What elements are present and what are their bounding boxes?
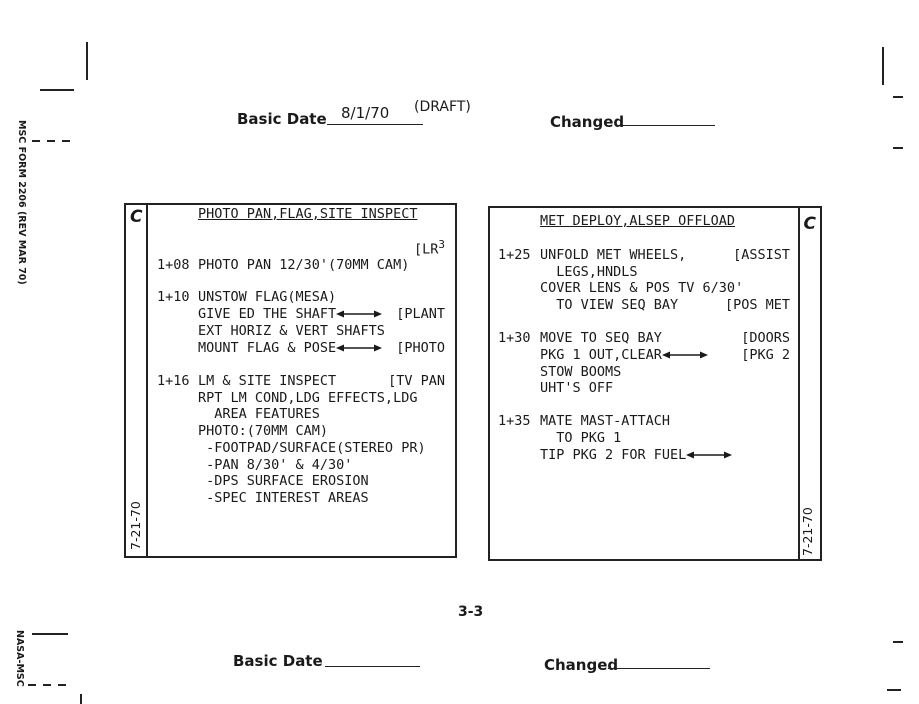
basic-date-label: Basic Date xyxy=(237,110,327,128)
checklist-step xyxy=(198,440,426,457)
step-text: -FOOTPAD/SURFACE(STEREO PR) xyxy=(198,440,426,456)
checklist-step xyxy=(540,297,678,314)
step-text: -SPEC INTEREST AREAS xyxy=(198,490,369,506)
step-text: MOUNT FLAG & POSE xyxy=(198,340,337,356)
crew-callout: [ASSIST xyxy=(733,247,790,263)
step-text: STOW BOOMS xyxy=(540,364,622,380)
step-text: UHT'S OFF xyxy=(540,380,614,396)
checklist-step xyxy=(540,380,613,397)
checklist-step xyxy=(198,340,382,357)
right-card-date: 7-21-70 xyxy=(800,507,815,556)
checklist-step xyxy=(198,423,328,440)
checklist-step xyxy=(540,347,708,364)
checklist-step xyxy=(540,280,743,297)
double-arrow-icon xyxy=(336,343,382,353)
crew-callout: [PKG 2 xyxy=(741,347,790,363)
crop-mark xyxy=(893,641,903,643)
step-text: -DPS SURFACE EROSION xyxy=(198,473,369,489)
crew-callout: [DOORS xyxy=(741,330,790,346)
left-card-date: 7-21-70 xyxy=(128,501,143,550)
right-card-letter: C xyxy=(803,214,816,234)
time-stamp: 1+35 xyxy=(498,413,531,429)
changed-label: Changed xyxy=(550,113,625,131)
checklist-step xyxy=(540,447,732,464)
crew-callout: [$LR^3$ xyxy=(413,238,445,258)
form-label: MSC FORM 2206 (REV MAR 70) xyxy=(16,120,27,285)
crop-mark xyxy=(893,147,903,149)
checklist-step xyxy=(540,330,662,347)
step-text: EXT HORIZ & VERT SHAFTS xyxy=(198,323,385,339)
step-text: LEGS,HNDLS xyxy=(540,264,638,280)
checklist-step xyxy=(540,247,686,264)
step-text: -PAN 8/30' & 4/30' xyxy=(198,457,353,473)
dash-mark xyxy=(32,140,40,142)
step-text: MOVE TO SEQ BAY xyxy=(540,330,662,346)
dash-mark xyxy=(47,140,55,142)
checklist-step xyxy=(198,473,369,490)
time-stamp: 1+30 xyxy=(498,330,531,346)
bottom-basic-date-label: Basic Date xyxy=(233,652,323,670)
left-checklist-card xyxy=(124,203,457,558)
checklist-step xyxy=(198,490,369,507)
card-title: MET DEPLOY,ALSEP OFFLOAD xyxy=(540,213,736,229)
bottom-changed-underline xyxy=(608,668,710,669)
checklist-step xyxy=(540,413,670,430)
step-text: RPT LM COND,LDG EFFECTS,LDG xyxy=(198,390,418,406)
dash-mark xyxy=(62,140,70,142)
bottom-basic-date-underline xyxy=(325,666,420,667)
dash-mark xyxy=(58,684,66,686)
checklist-step xyxy=(198,289,336,306)
time-stamp: 1+10 xyxy=(157,289,190,305)
double-arrow-icon xyxy=(686,450,732,460)
time-stamp: 1+25 xyxy=(498,247,531,263)
basic-date-underline xyxy=(327,124,423,125)
checklist-step xyxy=(198,457,352,474)
step-text: COVER LENS & POS TV 6/30' xyxy=(540,280,744,296)
double-arrow-icon xyxy=(662,350,708,360)
step-text: MATE MAST-ATTACH xyxy=(540,413,671,429)
step-text: UNSTOW FLAG(MESA) xyxy=(198,289,337,305)
step-text: GIVE ED THE SHAFT xyxy=(198,306,337,322)
crop-mark xyxy=(40,89,74,91)
crew-callout: [PLANT xyxy=(396,306,445,322)
checklist-step xyxy=(198,323,385,340)
double-arrow-icon xyxy=(336,309,382,319)
crop-mark xyxy=(86,42,88,80)
nasa-label: NASA-MSC xyxy=(14,630,25,687)
crop-mark xyxy=(32,633,68,635)
crop-mark xyxy=(80,694,82,704)
basic-date-value: 8/1/70 xyxy=(341,104,390,122)
time-stamp: 1+16 xyxy=(157,373,190,389)
bottom-changed-label: Changed xyxy=(544,656,619,674)
crop-mark xyxy=(887,689,901,691)
draft-label: (DRAFT) xyxy=(414,99,471,115)
checklist-step xyxy=(198,306,382,323)
step-text: AREA FEATURES xyxy=(198,406,320,422)
checklist-step xyxy=(198,390,417,407)
crop-mark xyxy=(893,96,903,98)
step-text: LM & SITE INSPECT xyxy=(198,373,337,389)
crew-callout: [TV PAN xyxy=(388,373,445,389)
right-checklist-card xyxy=(488,206,822,561)
page-number: 3-3 xyxy=(458,604,484,620)
checklist-step xyxy=(540,264,638,281)
checklist-step xyxy=(540,430,621,447)
left-card-letter: C xyxy=(130,207,143,227)
step-text: TO VIEW SEQ BAY xyxy=(540,297,679,313)
crew-callout: [POS MET xyxy=(724,297,790,313)
changed-underline xyxy=(616,125,715,126)
step-text: TIP PKG 2 FOR FUEL xyxy=(540,447,687,463)
step-text: UNFOLD MET WHEELS, xyxy=(540,247,687,263)
checklist-step xyxy=(198,373,336,390)
checklist-step xyxy=(198,257,409,274)
step-text: TO PKG 1 xyxy=(540,430,622,446)
step-text: PHOTO:(70MM CAM) xyxy=(198,423,329,439)
dash-mark xyxy=(43,684,51,686)
crew-callout: [PHOTO xyxy=(396,340,445,356)
time-stamp: 1+08 xyxy=(157,257,190,273)
card-title: PHOTO PAN,FLAG,SITE INSPECT xyxy=(198,206,418,222)
step-text: PHOTO PAN 12/30'(70MM CAM) xyxy=(198,257,410,273)
crop-mark xyxy=(882,47,884,85)
superscript: 3 xyxy=(438,238,445,251)
checklist-step xyxy=(198,406,320,423)
step-text: PKG 1 OUT,CLEAR xyxy=(540,347,662,363)
dash-mark xyxy=(28,684,36,686)
checklist-step xyxy=(540,364,621,381)
